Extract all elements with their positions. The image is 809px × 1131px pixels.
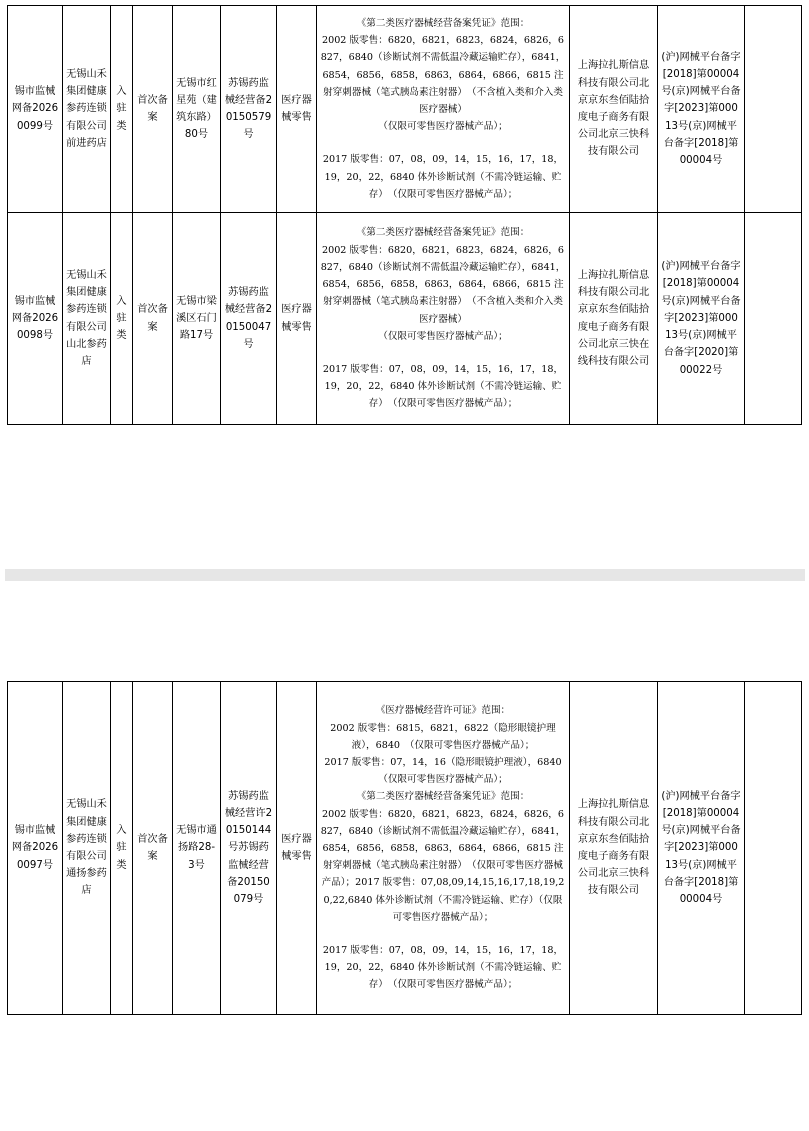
table-row [8,213,802,425]
category: 入驻类 [111,213,133,425]
business-mode: 医疗器械零售 [277,682,317,1015]
remark [745,682,802,1015]
business-mode: 医疗器械零售 [277,213,317,425]
address: 无锡市通扬路28-3号 [173,682,221,1015]
scope-line: 2002 版零售：6815，6821，6822（隐形眼镜护理液），6840 （仅限可零售医疗器械产品）； [330,722,556,751]
record-number: 锡市监械网备20260099号 [8,6,63,213]
filing-type: 首次备案 [133,682,173,1015]
document-page-2 [0,581,809,1131]
remark [745,6,802,213]
license-number: 苏锡药监械经营许20150144号苏锡药监械经营备20150079号 [221,682,277,1015]
scope-line: 2017 版零售：07，14，16（隐形眼镜护理液），6840 （仅限可零售医疗器械产品）； [324,756,572,786]
platform-filing-number: (沪)网械平台备字[2018]第00004号(京)网械平台备字[2023]第00013号(京)网械平台备字[2018]第00004号 [658,6,745,213]
table-row [8,6,802,213]
scope-line: 2017 版零售：07，08，09，14，15，16，17，18，19，20，22，6840 体外诊断试剂（不需冷链运输、贮存） （仅限可零售医疗器械产品）； [322,154,564,200]
scope-line: 2002 版零售：6820，6821，6823，6824，6826，6827，6840（诊断试剂不需低温冷藏运输贮存），6841，6854，6856，6858，6863，6864，6866，6815 注射穿刺器械（笔式胰岛素注射器） （仅限可零售医疗器械产品）；2017 版零售：07,08,09,14,15,16,17,18,19,20,22,6840 体外诊断试剂（不需冷链运输、贮存）（仅限可零售医疗器械产品）； [320,808,566,923]
company-name: 无锡山禾集团健康参药连锁有限公司山北参药店 [63,213,111,425]
platform-company: 上海拉扎斯信息科技有限公司北京京东叁佰陆拾度电子商务有限公司北京三快科技有限公司 [570,682,658,1015]
scope-line: 《第二类医疗器械经营备案凭证》范围： [356,227,530,239]
category: 入驻类 [111,6,133,213]
address: 无锡市红星苑（建筑东路）80号 [173,6,221,213]
business-scope [317,213,570,425]
scope-line: 2017 版零售：07，08，09，14，15，16，17，18，19，20，22，6840 体外诊断试剂（不需冷链运输、贮存） （仅限可零售医疗器械产品）； [322,363,564,410]
filing-type: 首次备案 [133,6,173,213]
business-mode: 医疗器械零售 [277,6,317,213]
scope-line: 《第二类医疗器械经营备案凭证》范围： [356,17,530,29]
category: 入驻类 [111,682,133,1015]
scope-spacer [320,135,566,151]
table-row [8,682,802,1015]
filing-table-page-1 [7,5,802,425]
platform-filing-number: (沪)网械平台备字[2018]第00004号(京)网械平台备字[2023]第00013号(京)网械平台备字[2020]第00022号 [658,213,745,425]
filing-type: 首次备案 [133,213,173,425]
scope-spacer [320,926,566,942]
scope-spacer [320,345,566,361]
remark [745,213,802,425]
scope-line: 2002 版零售：6820，6821，6823，6824，6826，6827，6840（诊断试剂不需低温冷藏运输贮存），6841，6854，6856，6858，6863，6864，6866，6815 注射穿刺器械（笔式胰岛素注射器） （不含植入类和介入类医疗器械） [320,35,566,115]
license-number: 苏锡药监械经营备20150047号 [221,213,277,425]
filing-table-page-2 [7,681,802,1015]
platform-company: 上海拉扎斯信息科技有限公司北京京东叁佰陆拾度电子商务有限公司北京三快在线科技有限公司 [570,213,658,425]
address: 无锡市梁溪区石门路17号 [173,213,221,425]
page-separator [5,569,805,581]
platform-company: 上海拉扎斯信息科技有限公司北京京东叁佰陆拾度电子商务有限公司北京三快科技有限公司 [570,6,658,213]
record-number: 锡市监械网备20260098号 [8,213,63,425]
company-name: 无锡山禾集团健康参药连锁有限公司通扬参药店 [63,682,111,1015]
company-name: 无锡山禾集团健康参药连锁有限公司前进药店 [63,6,111,213]
business-scope [317,6,570,213]
scope-line: （仅限可零售医疗器械产品）； [378,330,508,342]
record-number: 锡市监械网备20260097号 [8,682,63,1015]
scope-line: 2017 版零售：07，08，09，14，15，16，17，18，19，20，22，6840 体外诊断试剂（不需冷链运输、贮存） （仅限可零售医疗器械产品）； [322,945,564,991]
license-number: 苏锡药监械经营备20150579号 [221,6,277,213]
platform-filing-number: (沪)网械平台备字[2018]第00004号(京)网械平台备字[2023]第00013号(京)网械平台备字[2018]第00004号 [658,682,745,1015]
scope-line: 《医疗器械经营许可证》范围： [375,705,511,717]
scope-line: 2002 版零售：6820，6821，6823，6824，6826，6827，6840（诊断试剂不需低温冷藏运输贮存），6841，6854，6856，6858，6863，6864，6866，6815 注射穿刺器械（笔式胰岛素注射器） （不含植入类和介入类医疗器械） [320,244,566,325]
scope-line: （仅限可零售医疗器械产品）； [378,121,508,133]
business-scope [317,682,570,1015]
scope-line: 《第二类医疗器械经营备案凭证》范围： [356,791,530,803]
